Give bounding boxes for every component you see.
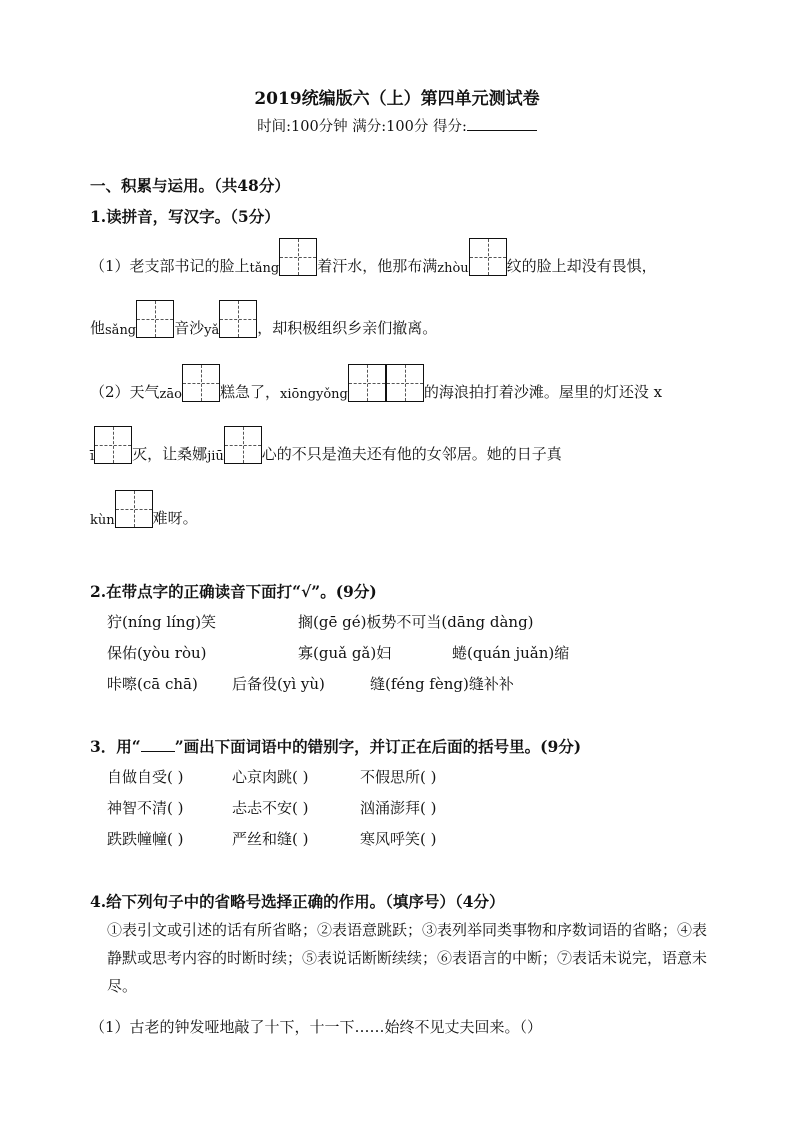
q2-item: 缝(féng fèng)缝补补 — [370, 675, 514, 693]
page-title: 2019统编版六（上）第四单元测试卷 — [254, 89, 540, 109]
text: 着汗水，他那布满 — [317, 257, 438, 275]
text: 心的不只是渔夫还有他的女邻居。她的日子真 — [261, 445, 562, 463]
text: 纹的脸上却没有畏惧， — [506, 257, 657, 275]
text: 音沙 — [174, 319, 205, 337]
q3-heading-b: ”画出下面词语中的错别字，并订正在后面的括号里。(9分) — [174, 737, 582, 756]
pinyin: xiōngyǒng — [280, 387, 348, 402]
writing-grid[interactable] — [219, 300, 257, 338]
q3-item: 寒风呼笑( ) — [360, 830, 437, 848]
pinyin: tǎng — [249, 261, 280, 276]
q1-line-4 — [90, 426, 562, 464]
pinyin: kùn — [90, 513, 115, 528]
q2-item: 后备役(yì yù) — [232, 675, 325, 693]
q1-heading: 1.读拼音，写汉字。（5分） — [90, 207, 280, 226]
writing-grid[interactable] — [224, 426, 262, 464]
text: 他 — [90, 319, 106, 337]
pinyin: ī — [90, 449, 95, 464]
text: 糕急了， — [219, 383, 280, 401]
q2-item: 咔嚓(cā chā) — [107, 675, 198, 693]
writing-grid[interactable] — [136, 300, 174, 338]
q3-item: 忐忐不安( ) — [232, 799, 309, 817]
q1-line-2 — [90, 300, 437, 338]
q4-heading: 4.给下列句子中的省略号选择正确的作用。（填序号）（4分） — [90, 892, 505, 911]
text: ，却积极组织乡亲们撤离。 — [257, 319, 438, 337]
q3-heading — [90, 735, 581, 757]
q3-item: 严丝和缝( ) — [232, 830, 309, 848]
q4-options: ①表引文或引述的话有所省略；②表语意跳跃；③表列举同类事物和序数词语的省略；④表静默或思考内容的时断时续；⑤表说话断断续续；⑥表语言的中断；⑦表话未说完，语意未尽。 — [107, 921, 708, 995]
q1-line-1 — [90, 238, 657, 276]
exam-meta — [0, 115, 794, 136]
q2-item: 搁(gē gé)板势不可当(dāng dàng) — [298, 613, 534, 631]
q2-item: 保佑(yòu ròu) — [107, 644, 207, 662]
writing-grid[interactable] — [386, 364, 424, 402]
writing-grid[interactable] — [182, 364, 220, 402]
text: （2）天气 — [90, 383, 160, 401]
q1-line-5 — [90, 490, 198, 528]
text: 的海浪拍打着沙滩。屋里的灯还没 x — [423, 383, 663, 401]
pinyin: zāo — [159, 387, 182, 402]
writing-grid[interactable] — [94, 426, 132, 464]
writing-grid[interactable] — [115, 490, 153, 528]
section-heading: 一、积累与运用。（共48分） — [90, 176, 290, 195]
q2-item: 蜷(quán juǎn)缩 — [452, 644, 570, 662]
text: 灭，让桑娜 — [132, 445, 208, 463]
exam-meta-text: 时间:100分钟 满分:100分 得分: — [257, 119, 467, 135]
text: （1）老支部书记的脸上 — [90, 257, 250, 275]
q3-item: 心京肉跳( ) — [232, 768, 309, 786]
q3-item: 自做自受( ) — [107, 768, 184, 786]
writing-grid[interactable] — [469, 238, 507, 276]
writing-grid[interactable] — [279, 238, 317, 276]
q4-sentence-1: （1）古老的钟发哑地敲了十下，十一下……始终不见丈夫回来。（） — [90, 1018, 543, 1036]
underline-mark — [141, 739, 175, 752]
q2-item: 寡(guǎ gǎ)妇 — [298, 644, 392, 662]
q3-item: 汹涌澎拜( ) — [360, 799, 437, 817]
pinyin: yǎ — [204, 323, 220, 338]
writing-grid[interactable] — [348, 364, 386, 402]
q3-heading-a: 3．用“ — [90, 737, 141, 756]
text: 难呀。 — [152, 509, 198, 527]
score-blank[interactable] — [467, 116, 537, 131]
q1-line-3 — [90, 364, 662, 402]
pinyin: jiū — [207, 449, 224, 464]
pinyin: zhòu — [437, 261, 469, 276]
pinyin: sǎng — [105, 323, 137, 338]
q2-item: 狞(níng líng)笑 — [107, 613, 217, 631]
q3-item: 不假思所( ) — [360, 768, 437, 786]
q3-item: 神智不清( ) — [107, 799, 184, 817]
q3-item: 跌跌幢幢( ) — [107, 830, 184, 848]
q2-heading: 2.在带点字的正确读音下面打“√”。(9分) — [90, 582, 377, 601]
